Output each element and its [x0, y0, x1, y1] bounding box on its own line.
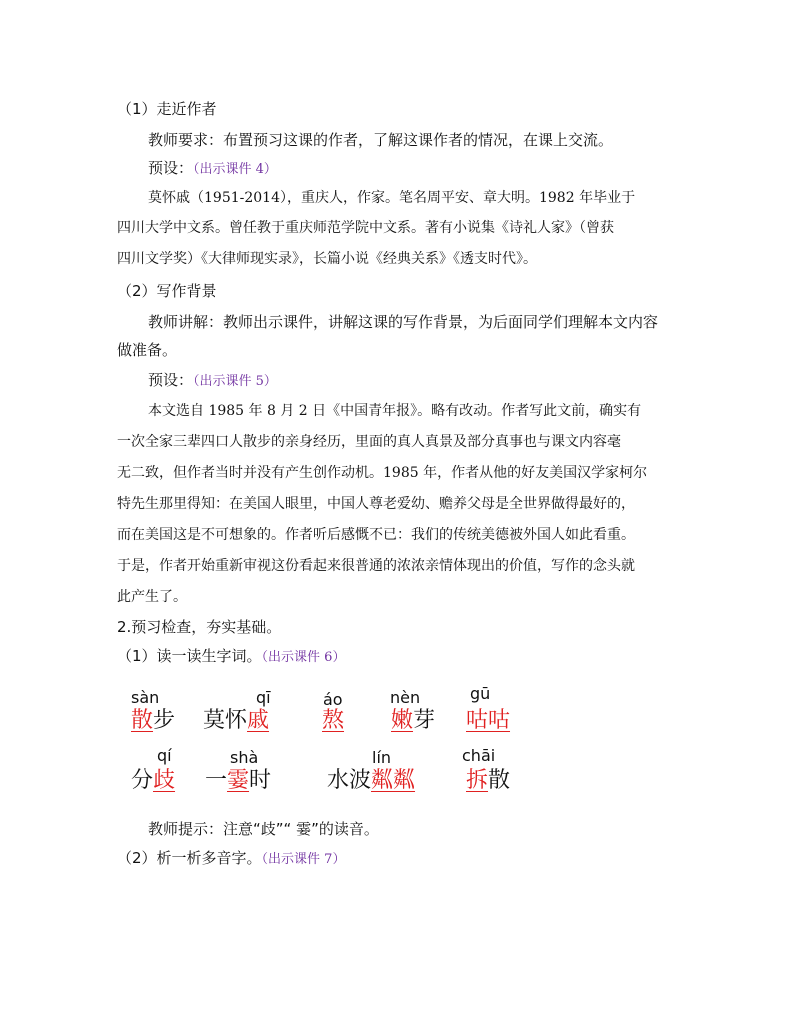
courseware-ref: （出示课件 4）	[193, 162, 277, 177]
target-char: 歧	[153, 768, 176, 793]
target-char: 熬	[322, 708, 345, 733]
target-char: 粼粼	[371, 768, 416, 793]
vocab-word	[131, 768, 175, 794]
target-char: 戚	[247, 708, 270, 733]
background-line: 此产生了。	[117, 589, 187, 605]
background-line: 而在美国这是不可想象的。作者听后感慨不已：我们的传统美德被外国人如此看重。	[117, 527, 635, 543]
context-char: 芽	[413, 708, 436, 733]
context-char: 莫怀	[203, 708, 248, 733]
pinyin: shà	[230, 748, 259, 767]
background-line: 本文选自 1985 年 8 月 2 日《中国青年报》。略有改动。作者写此文前，确实有	[148, 403, 642, 419]
courseware-ref: （出示课件 7）	[261, 852, 346, 867]
context-char: 时	[249, 768, 272, 793]
teacher-tip: 教师提示：注意“歧”“ 霎”的读音。	[148, 820, 379, 838]
target-char: 散	[131, 708, 154, 733]
context-char: 分	[131, 768, 154, 793]
section-heading-preview: 2.预习检查，夯实基础。	[117, 618, 282, 636]
author-bio-line: 四川文学奖）《大律师现实录》，长篇小说《经典关系》《透支时代》。	[117, 251, 537, 267]
subheading-read-words	[117, 646, 345, 668]
section-heading-background: （2）写作背景	[117, 282, 217, 300]
teacher-explain-line: 教师讲解：教师出示课件，讲解这课的写作背景，为后面同学们理解本文内容	[148, 313, 659, 331]
vocab-word	[466, 768, 510, 794]
target-char: 咕咕	[466, 708, 511, 733]
pinyin: áo	[323, 690, 343, 709]
subheading-polyphones	[117, 848, 345, 870]
context-char: 一	[205, 768, 228, 793]
vocab-word	[466, 708, 510, 734]
teacher-explain-line: 做准备。	[117, 341, 178, 359]
preset-line-1	[148, 158, 277, 180]
subheading-label: （2）析一析多音字。	[117, 849, 262, 867]
pinyin: gū	[470, 684, 491, 703]
background-line: 无二致，但作者当时并没有产生创作动机。1985 年，作者从他的好友美国汉学家柯尔	[117, 465, 648, 481]
vocab-word	[205, 768, 271, 794]
pinyin: chāi	[462, 746, 496, 765]
vocab-word	[391, 708, 435, 734]
target-char: 拆	[466, 768, 489, 793]
pinyin: lín	[372, 748, 392, 767]
context-char: 水波	[327, 768, 372, 793]
vocab-word	[203, 708, 269, 734]
section-heading-author: （1）走近作者	[117, 100, 217, 118]
background-line: 特先生那里得知：在美国人眼里，中国人尊老爱幼、赡养父母是全世界做得最好的，	[117, 496, 635, 512]
background-line: 于是，作者开始重新审视这份看起来很普通的浓浓亲情体现出的价值，写作的念头就	[117, 558, 635, 574]
context-char: 步	[153, 708, 176, 733]
background-line: 一次全家三辈四口人散步的亲身经历，里面的真人真景及部分真事也与课文内容毫	[117, 434, 621, 450]
courseware-ref: （出示课件 5）	[193, 374, 277, 389]
preset-label: 预设：	[148, 159, 194, 177]
author-bio-line: 莫怀戚（1951-2014），重庆人，作家。笔名周平安、章大明。1982 年毕业于	[148, 190, 636, 206]
vocab-word	[327, 768, 415, 794]
courseware-ref: （出示课件 6）	[261, 650, 346, 665]
teacher-requirement: 教师要求：布置预习这课的作者，了解这课作者的情况，在课上交流。	[148, 131, 614, 149]
pinyin: qī	[256, 688, 271, 707]
pinyin: sàn	[131, 688, 160, 707]
target-char: 嫩	[391, 708, 414, 733]
context-char: 散	[488, 768, 511, 793]
pinyin: qí	[157, 746, 172, 765]
pinyin: nèn	[390, 688, 421, 707]
author-bio-line: 四川大学中文系。曾任教于重庆师范学院中文系。著有小说集《诗礼人家》（曾获	[117, 220, 614, 236]
preset-label: 预设：	[148, 371, 194, 389]
vocab-word	[131, 708, 175, 734]
preset-line-2	[148, 370, 277, 392]
target-char: 霎	[227, 768, 250, 793]
subheading-label: （1）读一读生字词。	[117, 647, 262, 665]
vocab-word	[322, 708, 344, 734]
